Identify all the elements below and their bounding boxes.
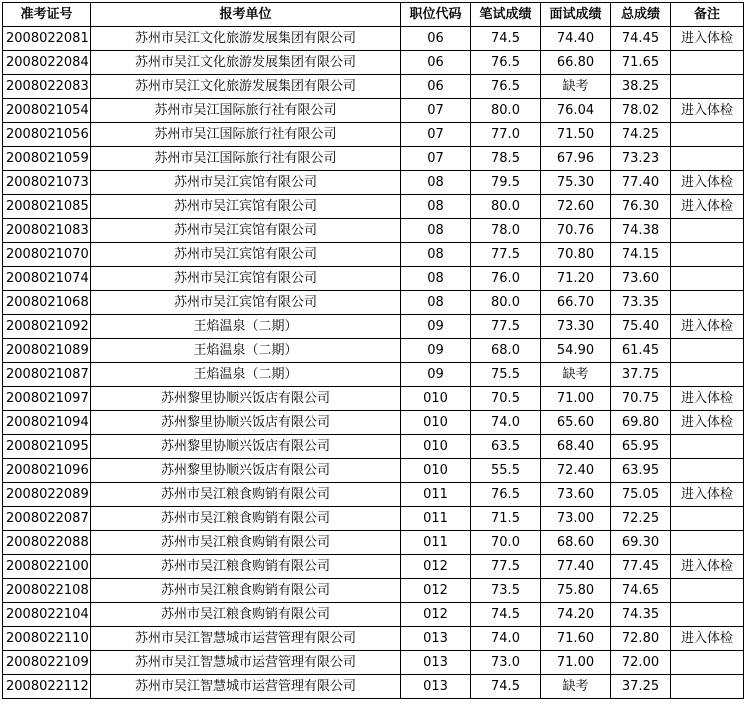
exam-id-cell: 2008022109 bbox=[3, 651, 91, 675]
total-score-cell: 65.95 bbox=[611, 435, 671, 459]
written-score-cell: 80.0 bbox=[471, 291, 541, 315]
unit-cell: 苏州市吴江粮食购销有限公司 bbox=[91, 555, 401, 579]
exam-id-cell: 2008022081 bbox=[3, 27, 91, 51]
remark-cell: 进入体检 bbox=[671, 315, 744, 339]
exam-id-cell: 2008022083 bbox=[3, 75, 91, 99]
total-score-cell: 63.95 bbox=[611, 459, 671, 483]
unit-cell: 苏州市吴江国际旅行社有限公司 bbox=[91, 99, 401, 123]
total-score-cell: 74.38 bbox=[611, 219, 671, 243]
position-code-cell: 013 bbox=[401, 651, 471, 675]
unit-cell: 苏州市吴江宾馆有限公司 bbox=[91, 171, 401, 195]
total-score-cell: 74.65 bbox=[611, 579, 671, 603]
remark-cell: 进入体检 bbox=[671, 171, 744, 195]
interview-score-cell: 73.60 bbox=[541, 483, 611, 507]
remark-cell bbox=[671, 651, 744, 675]
total-score-cell: 61.45 bbox=[611, 339, 671, 363]
remark-cell bbox=[671, 339, 744, 363]
interview-score-cell: 54.90 bbox=[541, 339, 611, 363]
table-row bbox=[3, 171, 744, 195]
unit-cell: 苏州市吴江宾馆有限公司 bbox=[91, 243, 401, 267]
written-score-cell: 76.5 bbox=[471, 51, 541, 75]
unit-cell: 苏州黎里协顺兴饭店有限公司 bbox=[91, 411, 401, 435]
position-code-cell: 08 bbox=[401, 171, 471, 195]
unit-cell: 苏州黎里协顺兴饭店有限公司 bbox=[91, 459, 401, 483]
interview-score-cell: 71.60 bbox=[541, 627, 611, 651]
total-score-cell: 73.35 bbox=[611, 291, 671, 315]
exam-id-cell: 2008021087 bbox=[3, 363, 91, 387]
remark-cell: 进入体检 bbox=[671, 195, 744, 219]
unit-cell: 苏州市吴江国际旅行社有限公司 bbox=[91, 147, 401, 171]
written-score-cell: 78.5 bbox=[471, 147, 541, 171]
exam-id-cell: 2008022100 bbox=[3, 555, 91, 579]
written-score-cell: 80.0 bbox=[471, 195, 541, 219]
interview-score-cell: 75.80 bbox=[541, 579, 611, 603]
exam-id-cell: 2008021092 bbox=[3, 315, 91, 339]
remark-cell: 进入体检 bbox=[671, 99, 744, 123]
interview-score-cell: 缺考 bbox=[541, 75, 611, 99]
written-score-cell: 74.5 bbox=[471, 27, 541, 51]
total-score-cell: 76.30 bbox=[611, 195, 671, 219]
unit-cell: 苏州市吴江宾馆有限公司 bbox=[91, 267, 401, 291]
total-score-cell: 73.60 bbox=[611, 267, 671, 291]
table-row bbox=[3, 291, 744, 315]
exam-id-cell: 2008022084 bbox=[3, 51, 91, 75]
remark-cell bbox=[671, 219, 744, 243]
interview-score-cell: 75.30 bbox=[541, 171, 611, 195]
exam-id-cell: 2008021059 bbox=[3, 147, 91, 171]
unit-cell: 苏州市吴江粮食购销有限公司 bbox=[91, 579, 401, 603]
written-score-cell: 77.0 bbox=[471, 123, 541, 147]
written-score-cell: 71.5 bbox=[471, 507, 541, 531]
exam-id-cell: 2008021070 bbox=[3, 243, 91, 267]
written-score-cell: 74.0 bbox=[471, 411, 541, 435]
table-row bbox=[3, 603, 744, 627]
remark-cell: 进入体检 bbox=[671, 555, 744, 579]
table-row bbox=[3, 339, 744, 363]
total-score-cell: 74.45 bbox=[611, 27, 671, 51]
total-score-cell: 72.00 bbox=[611, 651, 671, 675]
position-code-cell: 013 bbox=[401, 627, 471, 651]
interview-score-cell: 71.00 bbox=[541, 387, 611, 411]
unit-cell: 苏州市吴江智慧城市运营管理有限公司 bbox=[91, 675, 401, 699]
remark-cell: 进入体检 bbox=[671, 627, 744, 651]
unit-cell: 王焰温泉（二期） bbox=[91, 339, 401, 363]
total-score-cell: 72.80 bbox=[611, 627, 671, 651]
position-code-cell: 07 bbox=[401, 123, 471, 147]
total-score-cell: 71.65 bbox=[611, 51, 671, 75]
unit-cell: 苏州市吴江国际旅行社有限公司 bbox=[91, 123, 401, 147]
table-row bbox=[3, 627, 744, 651]
table-row bbox=[3, 243, 744, 267]
remark-cell bbox=[671, 123, 744, 147]
written-score-cell: 63.5 bbox=[471, 435, 541, 459]
header-position-code: 职位代码 bbox=[401, 3, 471, 27]
unit-cell: 苏州市吴江文化旅游发展集团有限公司 bbox=[91, 75, 401, 99]
interview-score-cell: 68.60 bbox=[541, 531, 611, 555]
interview-score-cell: 72.40 bbox=[541, 459, 611, 483]
exam-id-cell: 2008021083 bbox=[3, 219, 91, 243]
interview-score-cell: 74.40 bbox=[541, 27, 611, 51]
table-row bbox=[3, 315, 744, 339]
position-code-cell: 08 bbox=[401, 243, 471, 267]
unit-cell: 王焰温泉（二期） bbox=[91, 315, 401, 339]
total-score-cell: 75.40 bbox=[611, 315, 671, 339]
exam-id-cell: 2008021056 bbox=[3, 123, 91, 147]
table-row bbox=[3, 435, 744, 459]
position-code-cell: 09 bbox=[401, 363, 471, 387]
interview-score-cell: 74.20 bbox=[541, 603, 611, 627]
interview-score-cell: 65.60 bbox=[541, 411, 611, 435]
exam-id-cell: 2008021095 bbox=[3, 435, 91, 459]
total-score-cell: 74.15 bbox=[611, 243, 671, 267]
position-code-cell: 012 bbox=[401, 603, 471, 627]
position-code-cell: 010 bbox=[401, 387, 471, 411]
table-row bbox=[3, 123, 744, 147]
header-remark: 备注 bbox=[671, 3, 744, 27]
remark-cell bbox=[671, 603, 744, 627]
position-code-cell: 011 bbox=[401, 483, 471, 507]
remark-cell bbox=[671, 51, 744, 75]
table-row bbox=[3, 507, 744, 531]
remark-cell: 进入体检 bbox=[671, 483, 744, 507]
interview-score-cell: 70.76 bbox=[541, 219, 611, 243]
remark-cell bbox=[671, 267, 744, 291]
exam-id-cell: 2008022112 bbox=[3, 675, 91, 699]
interview-score-cell: 76.04 bbox=[541, 99, 611, 123]
total-score-cell: 74.35 bbox=[611, 603, 671, 627]
total-score-cell: 69.80 bbox=[611, 411, 671, 435]
position-code-cell: 08 bbox=[401, 219, 471, 243]
interview-score-cell: 70.80 bbox=[541, 243, 611, 267]
header-exam-id: 准考证号 bbox=[3, 3, 91, 27]
total-score-cell: 77.40 bbox=[611, 171, 671, 195]
position-code-cell: 06 bbox=[401, 51, 471, 75]
position-code-cell: 013 bbox=[401, 675, 471, 699]
remark-cell bbox=[671, 531, 744, 555]
table-row bbox=[3, 195, 744, 219]
interview-score-cell: 71.20 bbox=[541, 267, 611, 291]
written-score-cell: 73.0 bbox=[471, 651, 541, 675]
total-score-cell: 75.05 bbox=[611, 483, 671, 507]
position-code-cell: 010 bbox=[401, 411, 471, 435]
position-code-cell: 010 bbox=[401, 459, 471, 483]
written-score-cell: 76.0 bbox=[471, 267, 541, 291]
position-code-cell: 06 bbox=[401, 75, 471, 99]
header-interview-score: 面试成绩 bbox=[541, 3, 611, 27]
exam-id-cell: 2008021073 bbox=[3, 171, 91, 195]
remark-cell bbox=[671, 291, 744, 315]
table-row bbox=[3, 147, 744, 171]
exam-id-cell: 2008022089 bbox=[3, 483, 91, 507]
total-score-cell: 69.30 bbox=[611, 531, 671, 555]
remark-cell bbox=[671, 459, 744, 483]
unit-cell: 苏州市吴江智慧城市运营管理有限公司 bbox=[91, 651, 401, 675]
results-table bbox=[2, 2, 744, 699]
total-score-cell: 70.75 bbox=[611, 387, 671, 411]
exam-id-cell: 2008022087 bbox=[3, 507, 91, 531]
total-score-cell: 73.23 bbox=[611, 147, 671, 171]
unit-cell: 苏州市吴江文化旅游发展集团有限公司 bbox=[91, 51, 401, 75]
written-score-cell: 77.5 bbox=[471, 243, 541, 267]
interview-score-cell: 73.00 bbox=[541, 507, 611, 531]
interview-score-cell: 71.50 bbox=[541, 123, 611, 147]
position-code-cell: 012 bbox=[401, 579, 471, 603]
table-row bbox=[3, 51, 744, 75]
remark-cell: 进入体检 bbox=[671, 27, 744, 51]
interview-score-cell: 71.00 bbox=[541, 651, 611, 675]
total-score-cell: 37.25 bbox=[611, 675, 671, 699]
exam-id-cell: 2008021074 bbox=[3, 267, 91, 291]
header-row bbox=[3, 3, 744, 27]
written-score-cell: 75.5 bbox=[471, 363, 541, 387]
table-row bbox=[3, 651, 744, 675]
remark-cell bbox=[671, 147, 744, 171]
table-row bbox=[3, 267, 744, 291]
interview-score-cell: 73.30 bbox=[541, 315, 611, 339]
table-row bbox=[3, 387, 744, 411]
unit-cell: 苏州黎里协顺兴饭店有限公司 bbox=[91, 435, 401, 459]
written-score-cell: 70.5 bbox=[471, 387, 541, 411]
table-row bbox=[3, 363, 744, 387]
position-code-cell: 06 bbox=[401, 27, 471, 51]
written-score-cell: 76.5 bbox=[471, 483, 541, 507]
written-score-cell: 78.0 bbox=[471, 219, 541, 243]
unit-cell: 苏州市吴江宾馆有限公司 bbox=[91, 219, 401, 243]
table-row bbox=[3, 99, 744, 123]
position-code-cell: 08 bbox=[401, 195, 471, 219]
interview-score-cell: 缺考 bbox=[541, 675, 611, 699]
total-score-cell: 38.25 bbox=[611, 75, 671, 99]
position-code-cell: 09 bbox=[401, 315, 471, 339]
unit-cell: 苏州黎里协顺兴饭店有限公司 bbox=[91, 387, 401, 411]
remark-cell bbox=[671, 435, 744, 459]
table-row bbox=[3, 579, 744, 603]
unit-cell: 王焰温泉（二期） bbox=[91, 363, 401, 387]
written-score-cell: 77.5 bbox=[471, 555, 541, 579]
position-code-cell: 010 bbox=[401, 435, 471, 459]
written-score-cell: 73.5 bbox=[471, 579, 541, 603]
position-code-cell: 07 bbox=[401, 147, 471, 171]
unit-cell: 苏州市吴江粮食购销有限公司 bbox=[91, 603, 401, 627]
exam-id-cell: 2008022104 bbox=[3, 603, 91, 627]
interview-score-cell: 缺考 bbox=[541, 363, 611, 387]
unit-cell: 苏州市吴江粮食购销有限公司 bbox=[91, 507, 401, 531]
position-code-cell: 011 bbox=[401, 507, 471, 531]
unit-cell: 苏州市吴江粮食购销有限公司 bbox=[91, 531, 401, 555]
position-code-cell: 08 bbox=[401, 291, 471, 315]
exam-id-cell: 2008021096 bbox=[3, 459, 91, 483]
written-score-cell: 74.5 bbox=[471, 675, 541, 699]
exam-id-cell: 2008021068 bbox=[3, 291, 91, 315]
position-code-cell: 011 bbox=[401, 531, 471, 555]
exam-id-cell: 2008022088 bbox=[3, 531, 91, 555]
total-score-cell: 72.25 bbox=[611, 507, 671, 531]
interview-score-cell: 66.80 bbox=[541, 51, 611, 75]
written-score-cell: 80.0 bbox=[471, 99, 541, 123]
remark-cell bbox=[671, 243, 744, 267]
table-row bbox=[3, 219, 744, 243]
table-row bbox=[3, 555, 744, 579]
remark-cell bbox=[671, 75, 744, 99]
written-score-cell: 74.5 bbox=[471, 603, 541, 627]
interview-score-cell: 72.60 bbox=[541, 195, 611, 219]
interview-score-cell: 67.96 bbox=[541, 147, 611, 171]
table-row bbox=[3, 411, 744, 435]
remark-cell bbox=[671, 363, 744, 387]
exam-id-cell: 2008021094 bbox=[3, 411, 91, 435]
unit-cell: 苏州市吴江智慧城市运营管理有限公司 bbox=[91, 627, 401, 651]
written-score-cell: 68.0 bbox=[471, 339, 541, 363]
exam-id-cell: 2008021054 bbox=[3, 99, 91, 123]
exam-id-cell: 2008022110 bbox=[3, 627, 91, 651]
written-score-cell: 79.5 bbox=[471, 171, 541, 195]
table-row bbox=[3, 75, 744, 99]
interview-score-cell: 68.40 bbox=[541, 435, 611, 459]
position-code-cell: 012 bbox=[401, 555, 471, 579]
table-row bbox=[3, 675, 744, 699]
interview-score-cell: 77.40 bbox=[541, 555, 611, 579]
written-score-cell: 77.5 bbox=[471, 315, 541, 339]
table-row bbox=[3, 27, 744, 51]
remark-cell bbox=[671, 579, 744, 603]
total-score-cell: 77.45 bbox=[611, 555, 671, 579]
written-score-cell: 76.5 bbox=[471, 75, 541, 99]
position-code-cell: 09 bbox=[401, 339, 471, 363]
remark-cell: 进入体检 bbox=[671, 411, 744, 435]
unit-cell: 苏州市吴江宾馆有限公司 bbox=[91, 291, 401, 315]
interview-score-cell: 66.70 bbox=[541, 291, 611, 315]
remark-cell bbox=[671, 675, 744, 699]
total-score-cell: 74.25 bbox=[611, 123, 671, 147]
remark-cell bbox=[671, 507, 744, 531]
total-score-cell: 37.75 bbox=[611, 363, 671, 387]
written-score-cell: 55.5 bbox=[471, 459, 541, 483]
table-row bbox=[3, 531, 744, 555]
exam-id-cell: 2008022108 bbox=[3, 579, 91, 603]
exam-id-cell: 2008021085 bbox=[3, 195, 91, 219]
written-score-cell: 74.0 bbox=[471, 627, 541, 651]
header-unit: 报考单位 bbox=[91, 3, 401, 27]
position-code-cell: 08 bbox=[401, 267, 471, 291]
total-score-cell: 78.02 bbox=[611, 99, 671, 123]
table-row bbox=[3, 459, 744, 483]
written-score-cell: 70.0 bbox=[471, 531, 541, 555]
unit-cell: 苏州市吴江文化旅游发展集团有限公司 bbox=[91, 27, 401, 51]
unit-cell: 苏州市吴江粮食购销有限公司 bbox=[91, 483, 401, 507]
header-written-score: 笔试成绩 bbox=[471, 3, 541, 27]
position-code-cell: 07 bbox=[401, 99, 471, 123]
exam-id-cell: 2008021089 bbox=[3, 339, 91, 363]
exam-id-cell: 2008021097 bbox=[3, 387, 91, 411]
table-row bbox=[3, 483, 744, 507]
unit-cell: 苏州市吴江宾馆有限公司 bbox=[91, 195, 401, 219]
remark-cell: 进入体检 bbox=[671, 387, 744, 411]
header-total-score: 总成绩 bbox=[611, 3, 671, 27]
